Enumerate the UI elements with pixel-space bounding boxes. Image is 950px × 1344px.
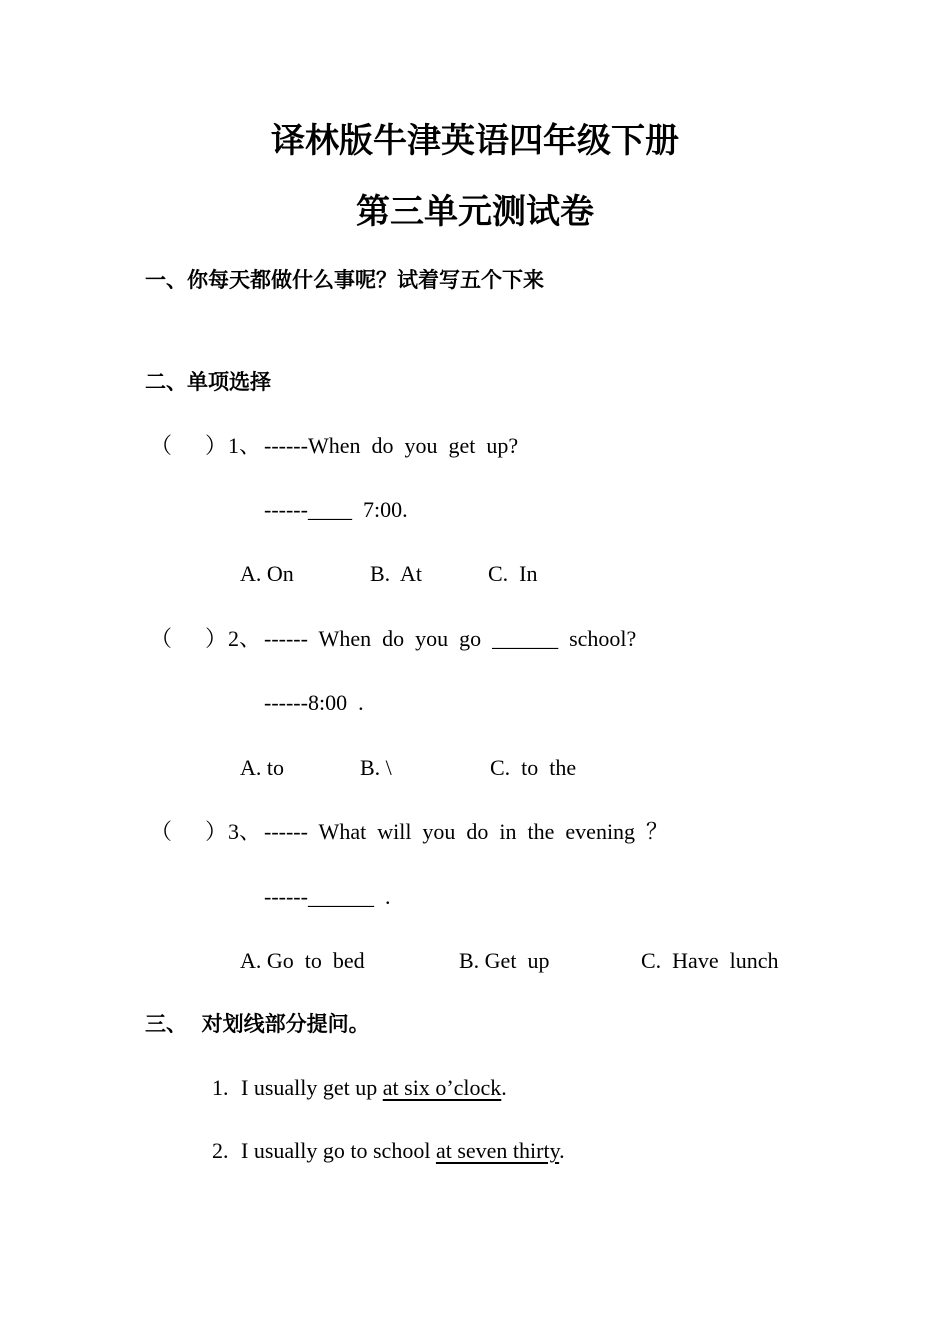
- question-1-bracket: （ ）: [150, 433, 228, 458]
- section-2-heading: 二、单项选择: [145, 370, 271, 394]
- section-1-heading: 一、你每天都做什么事呢？试着写五个下来: [145, 268, 544, 292]
- question-3-option-c: C. Have lunch: [641, 948, 779, 973]
- rewrite-item-2: [241, 1140, 565, 1162]
- rewrite-item-1-underlined: at six o’clock: [382, 1075, 502, 1100]
- document-subtitle: 第三单元测试卷: [356, 192, 594, 232]
- question-2-bracket: （ ）: [150, 626, 228, 651]
- rewrite-item-2-text: I usually go to school: [241, 1138, 436, 1163]
- rewrite-item-2-underlined: at seven thirty: [435, 1138, 560, 1163]
- question-3-answer-line: ------______ .: [264, 884, 391, 909]
- question-3-option-b: B. Get up: [459, 948, 550, 973]
- question-1-option-a: A. On: [240, 561, 294, 586]
- question-3-option-a: A. Go to bed: [240, 948, 365, 973]
- question-2-text: [264, 628, 636, 650]
- question-2-answer-line: ------8:00 .: [264, 690, 364, 715]
- rewrite-item-2-end: .: [559, 1138, 565, 1163]
- question-1-option-b: B. At: [370, 561, 422, 586]
- question-1-number: 1、: [228, 433, 262, 458]
- question-2-blank: ______: [492, 626, 559, 651]
- question-1-answer-line: ------____ 7:00.: [264, 497, 408, 522]
- rewrite-item-1-end: .: [501, 1075, 507, 1100]
- question-2-text-post: school?: [558, 626, 637, 651]
- section-3-heading: 三、 对划线部分提问。: [145, 1012, 370, 1036]
- rewrite-item-1-text: I usually get up: [241, 1075, 383, 1100]
- rewrite-item-1: [241, 1077, 507, 1099]
- question-3-bracket: （ ）: [150, 819, 228, 844]
- rewrite-item-2-number: 2.: [212, 1138, 229, 1163]
- question-2-text-pre: ------ When do you go: [264, 626, 493, 651]
- question-2-number: 2、: [228, 626, 262, 651]
- question-3-text: ------ What will you do in the evening ？: [264, 819, 669, 844]
- question-3-number: 3、: [228, 819, 262, 844]
- document-title: 译林版牛津英语四年级下册: [271, 121, 679, 161]
- rewrite-item-1-number: 1.: [212, 1075, 229, 1100]
- question-2-option-b: B. \: [360, 755, 392, 780]
- question-2-option-c: C. to the: [490, 755, 577, 780]
- question-1-option-c: C. In: [488, 561, 538, 586]
- question-2-option-a: A. to: [240, 755, 284, 780]
- question-1-text: ------When do you get up?: [264, 433, 519, 458]
